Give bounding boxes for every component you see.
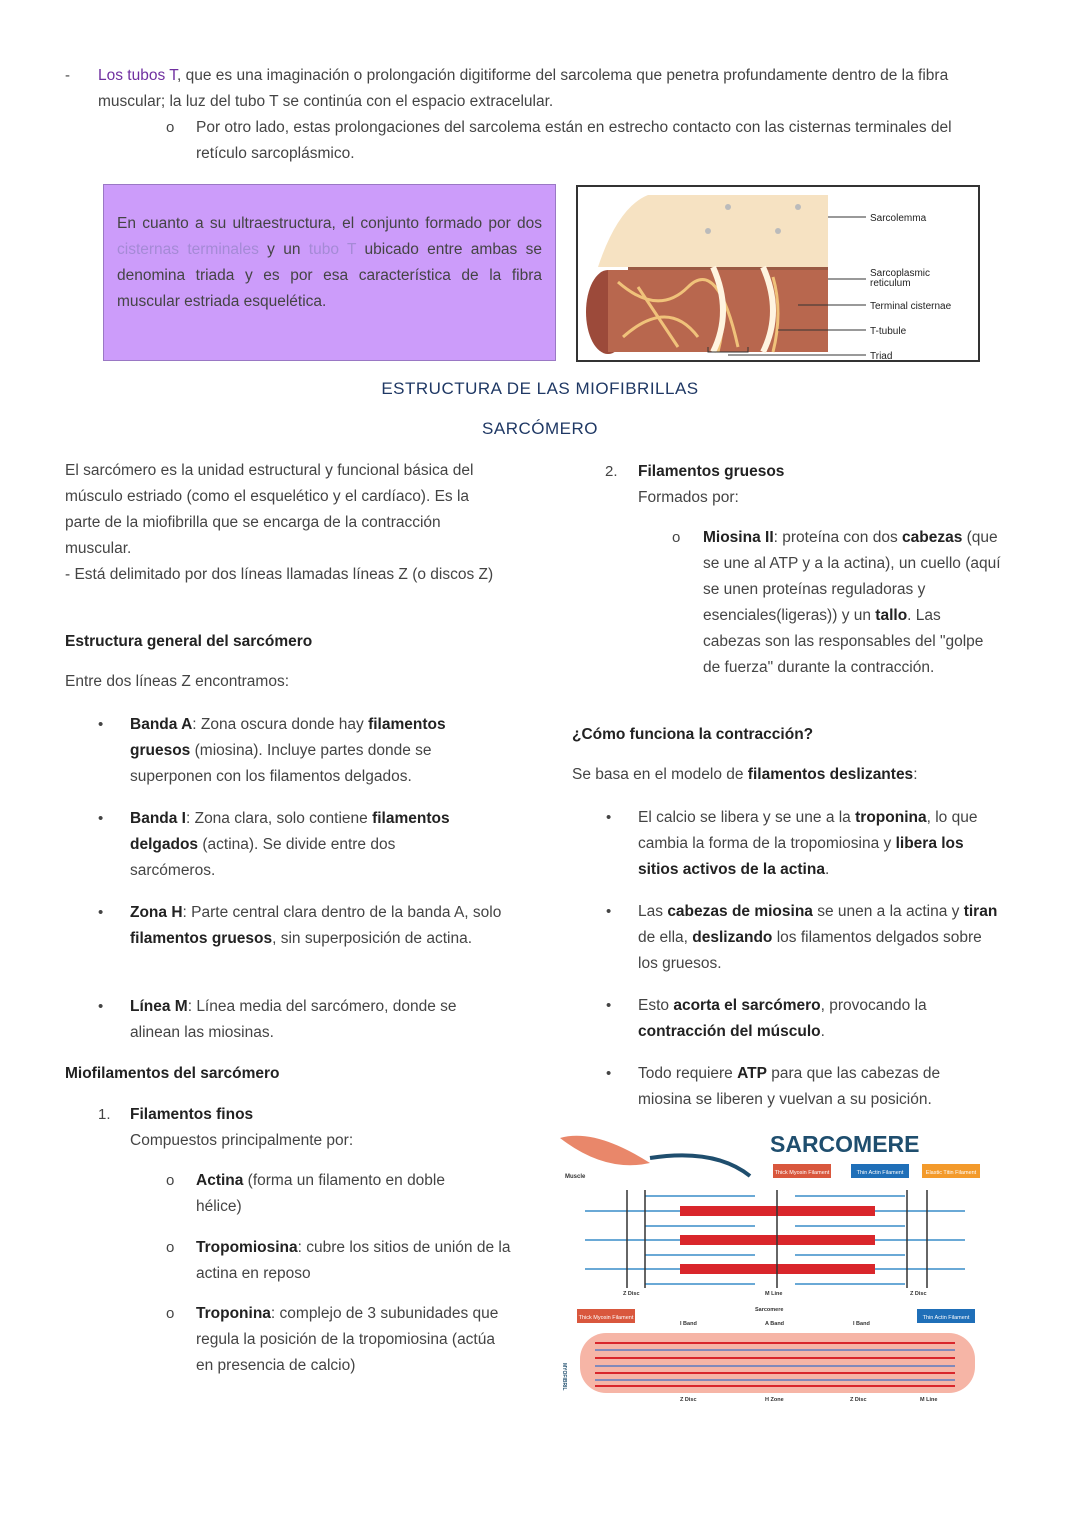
section-subheading: SARCÓMERO bbox=[482, 419, 598, 438]
band-a-item bbox=[130, 712, 475, 790]
label-muscle: Muscle bbox=[565, 1174, 586, 1180]
text: Formados por: bbox=[638, 489, 739, 506]
myosin-item bbox=[703, 525, 1001, 681]
bold-text: Filamentos finos bbox=[130, 1106, 254, 1123]
contraction-title bbox=[572, 722, 992, 748]
label-sarcolemma: Sarcolemma bbox=[870, 213, 927, 224]
text: En cuanto a su ultraestructura, el conjunto formado por dos bbox=[117, 215, 542, 232]
sarcomere-delimitation bbox=[65, 562, 515, 588]
number-marker: 2. bbox=[605, 463, 618, 480]
bold-text: tiran bbox=[963, 903, 998, 920]
thin-filaments-title bbox=[130, 1102, 490, 1128]
label-terminal-cisternae: Terminal cisternae bbox=[870, 301, 952, 312]
highlighted-text: cisternas terminales bbox=[117, 241, 259, 258]
text: : Zona oscura donde hay bbox=[192, 716, 369, 733]
text: Compuestos principalmente por: bbox=[130, 1132, 354, 1149]
bold-text: acorta el sarcómero bbox=[673, 997, 821, 1014]
label-thin-actin: Thin Actin Filament bbox=[922, 1315, 970, 1321]
bullet: • bbox=[606, 903, 612, 920]
circle-bullet: o bbox=[672, 529, 681, 546]
band-i-item bbox=[130, 806, 480, 884]
sliding-model bbox=[572, 762, 992, 788]
label-m-line: M Line bbox=[765, 1291, 783, 1297]
tropomyosin-item bbox=[196, 1235, 511, 1287]
label-i-band: I Band bbox=[853, 1321, 870, 1327]
text: (actina). Se divide entre dos sarcómeros. bbox=[130, 836, 396, 879]
text: Por otro lado, estas prolongaciones del sarcolema están en estrecho contacto con las cisternas terminales del retículo sarcoplásmico. bbox=[196, 119, 952, 162]
bold-text: cabezas de miosina bbox=[667, 903, 813, 920]
text: Las bbox=[638, 903, 668, 920]
bold-text: Tropomiosina bbox=[196, 1239, 298, 1256]
text: (miosina). Incluye partes donde se superponen con los filamentos delgados. bbox=[130, 742, 432, 785]
bold-text: contracción del músculo bbox=[638, 1023, 821, 1040]
label-thick-myosin: Thick Myosin Filament bbox=[774, 1170, 830, 1176]
text: , sin superposición de actina. bbox=[272, 930, 473, 947]
dash-marker: - bbox=[65, 67, 70, 84]
highlighted-text: Los tubos T bbox=[98, 67, 177, 84]
text: - Está delimitado por dos líneas llamadas líneas Z (o discos Z) bbox=[65, 566, 494, 583]
bold-text: filamentos gruesos bbox=[130, 716, 446, 759]
label-i-band: I Band bbox=[680, 1321, 697, 1327]
bold-text: cabezas bbox=[902, 529, 963, 546]
text: El calcio se libera y se une a la bbox=[638, 809, 856, 826]
actin-item bbox=[196, 1168, 486, 1220]
text: , provocando la bbox=[820, 997, 927, 1014]
bold-text: filamentos gruesos bbox=[130, 930, 273, 947]
myofilaments-title bbox=[65, 1061, 505, 1087]
thick-filaments-intro bbox=[638, 485, 998, 511]
bullet: • bbox=[606, 1065, 612, 1082]
bullet: • bbox=[98, 716, 104, 733]
text: El sarcómero es la unidad estructural y funcional básica del músculo estriado (como el esquelético y el cardíaco). Es la parte de la miofibrilla que se encarga de la contracción muscular. bbox=[65, 462, 474, 557]
bold-text: ATP bbox=[737, 1065, 767, 1082]
t-tubules-sub-paragraph bbox=[196, 115, 996, 167]
label-z-disc: Z Disc bbox=[680, 1397, 697, 1403]
general-structure-title bbox=[65, 629, 505, 655]
contraction-step-2 bbox=[638, 899, 1000, 977]
triad-callout-text bbox=[117, 211, 542, 315]
text: para que las cabezas de miosina se liberen y vuelvan a su posición. bbox=[638, 1065, 941, 1108]
bold-text: Banda I bbox=[130, 810, 186, 827]
label-z-disc: Z Disc bbox=[850, 1397, 867, 1403]
t-tubules-paragraph bbox=[98, 63, 998, 115]
text: : Parte central clara dentro de la banda A, solo bbox=[182, 904, 502, 921]
text: los filamentos delgados sobre los gruesos. bbox=[638, 929, 982, 972]
zone-h-item bbox=[130, 900, 510, 952]
bold-text: Filamentos gruesos bbox=[638, 463, 785, 480]
bullet: • bbox=[98, 998, 104, 1015]
bold-text: filamentos delgados bbox=[130, 810, 450, 853]
text: (que se une al ATP y a la actina), un cuello (aquí se unen proteínas reguladoras y esenciales(ligeras)) y un bbox=[703, 529, 1001, 624]
text: , que es una imaginación o prolongación digitiforme del sarcolema que penetra profundamente dentro de la fibra muscular; la luz del tubo T se continúa con el espacio extracelular. bbox=[98, 67, 949, 110]
circle-bullet: o bbox=[166, 119, 175, 136]
text: Todo requiere bbox=[638, 1065, 738, 1082]
label-a-band: A Band bbox=[765, 1321, 785, 1327]
circle-bullet: o bbox=[166, 1305, 175, 1322]
bullet: • bbox=[98, 810, 104, 827]
bullet: • bbox=[606, 997, 612, 1014]
text: : proteína con dos bbox=[773, 529, 903, 546]
text: y un bbox=[258, 241, 309, 258]
text: ubicado entre ambas se denomina triada y es por esa característica de la fibra muscular estriada esquelética. bbox=[117, 241, 542, 310]
label-sarcoplasmic: Sarcoplasmic bbox=[870, 268, 931, 279]
bold-text: libera los sitios activos de la actina bbox=[638, 835, 964, 878]
text: : cubre los sitios de unión de la actina en reposo bbox=[196, 1239, 511, 1282]
highlighted-text: tubo T bbox=[308, 241, 357, 258]
section-heading: ESTRUCTURA DE LAS MIOFIBRILLAS bbox=[381, 379, 699, 398]
bold-text: troponina bbox=[855, 809, 927, 826]
bullet: • bbox=[98, 904, 104, 921]
text: . bbox=[824, 861, 830, 878]
label-thick-myosin: Thick Myosin Filament bbox=[578, 1315, 634, 1321]
contraction-step-3 bbox=[638, 993, 968, 1045]
bold-text: filamentos deslizantes bbox=[747, 766, 914, 783]
bold-text: ¿Cómo funciona la contracción? bbox=[572, 726, 814, 743]
bold-text: Miosina II bbox=[703, 529, 774, 546]
bullet: • bbox=[606, 809, 612, 826]
number-marker: 1. bbox=[98, 1106, 111, 1123]
thick-filaments-title bbox=[638, 459, 998, 485]
triad-illustration bbox=[578, 187, 978, 360]
muscle-illustration bbox=[560, 1136, 650, 1165]
circle-bullet: o bbox=[166, 1172, 175, 1189]
label-myofibril: MYOFIBRIL bbox=[561, 1363, 567, 1391]
label-z-disc: Z Disc bbox=[910, 1291, 927, 1297]
text: Se basa en el modelo de bbox=[572, 766, 748, 783]
sarcomere-figure bbox=[555, 1128, 985, 1408]
label-reticulum: reticulum bbox=[870, 278, 911, 289]
triad-figure bbox=[576, 185, 980, 362]
text: de ella, bbox=[638, 929, 693, 946]
bold-text: Miofilamentos del sarcómero bbox=[65, 1065, 280, 1082]
text: Esto bbox=[638, 997, 674, 1014]
text: . bbox=[820, 1023, 825, 1040]
text: , lo que cambia la forma de la tropomiosina y bbox=[638, 809, 978, 852]
bold-text: Zona H bbox=[130, 904, 183, 921]
bold-text: Troponina bbox=[196, 1305, 271, 1322]
thin-filaments-intro bbox=[130, 1128, 490, 1154]
figure-title: SARCOMERE bbox=[770, 1131, 920, 1157]
text: se unen a la actina y bbox=[812, 903, 964, 920]
text: : Línea media del sarcómero, donde se alinean las miosinas. bbox=[130, 998, 457, 1041]
text: : Zona clara, solo contiene bbox=[185, 810, 373, 827]
label-titin: Elastic Titin Filament bbox=[925, 1170, 977, 1176]
between-z-lines bbox=[65, 669, 505, 695]
text: (forma un filamento en doble hélice) bbox=[196, 1172, 445, 1215]
label-z-disc: Z Disc bbox=[623, 1291, 640, 1297]
bold-text: Línea M bbox=[130, 998, 188, 1015]
bold-text: deslizando bbox=[692, 929, 773, 946]
bold-text: tallo bbox=[875, 607, 908, 624]
contraction-step-4 bbox=[638, 1061, 978, 1113]
text: . Las cabezas son las responsables del "golpe de fuerza" durante la contracción. bbox=[703, 607, 984, 676]
bold-text: Actina bbox=[196, 1172, 244, 1189]
sarcomere-definition bbox=[65, 458, 505, 562]
label-thin-actin: Thin Actin Filament bbox=[856, 1170, 904, 1176]
label-h-zone: H Zone bbox=[765, 1397, 784, 1403]
label-m-line: M Line bbox=[920, 1397, 938, 1403]
label-triad: Triad bbox=[870, 351, 893, 360]
circle-bullet: o bbox=[166, 1239, 175, 1256]
text: Entre dos líneas Z encontramos: bbox=[65, 673, 290, 690]
line-m-item bbox=[130, 994, 480, 1046]
label-t-tubule: T-tubule bbox=[870, 326, 907, 337]
text: : complejo de 3 subunidades que regula la posición de la tropomiosina (actúa en presencia de calcio) bbox=[196, 1305, 499, 1374]
contraction-step-1 bbox=[638, 805, 998, 883]
bold-text: Estructura general del sarcómero bbox=[65, 633, 313, 650]
bold-text: Banda A bbox=[130, 716, 193, 733]
label-sarcomere: Sarcomere bbox=[755, 1307, 784, 1313]
text: : bbox=[913, 766, 918, 783]
troponin-item bbox=[196, 1301, 506, 1379]
